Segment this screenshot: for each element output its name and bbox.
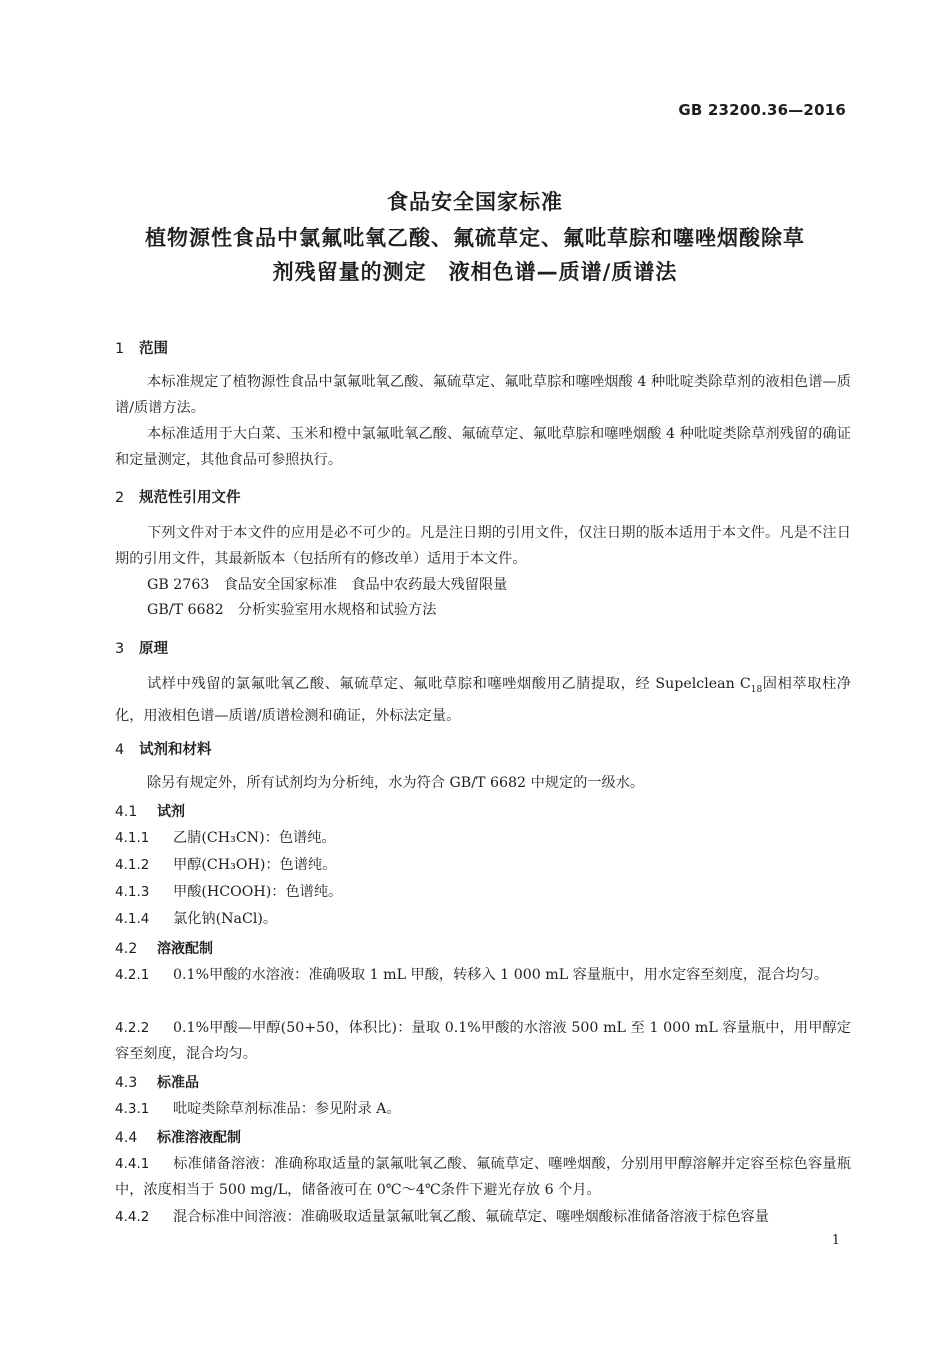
clause-number: 4.1.1: [115, 830, 150, 846]
section-number: 2: [115, 490, 125, 506]
reference-item: GB 2763 食品安全国家标准 食品中农药最大残留限量: [147, 577, 508, 593]
title-line-2: 植物源性食品中氯氟吡氧乙酸、氟硫草定、氟吡草腙和噻唑烟酸除草: [145, 226, 805, 250]
clause-text: 氯化钠(NaCl)。: [173, 911, 278, 927]
subscript: 18: [750, 684, 763, 695]
subsection-heading: [115, 938, 213, 958]
clause-text: 甲酸(HCOOH)：色谱纯。: [173, 884, 343, 900]
subsection-title: 试剂: [157, 804, 185, 820]
clause-item: [115, 906, 851, 932]
subsection-title: 标准溶液配制: [157, 1130, 241, 1146]
clause-number: 4.1.2: [115, 857, 150, 873]
clause-item: [115, 879, 851, 905]
clause-number: 4.4.1: [115, 1156, 150, 1172]
title-line-3: 剂残留量的测定 液相色谱—质谱/质谱法: [272, 260, 678, 284]
clause-item: [115, 1204, 851, 1230]
clause-item: [115, 1151, 851, 1203]
clause-item: [115, 825, 851, 851]
section-title: 原理: [139, 641, 168, 657]
paragraph: 本标准规定了植物源性食品中氯氟吡氧乙酸、氟硫草定、氟吡草腙和噻唑烟酸 4 种吡啶类除草剂的液相色谱—质谱/质谱方法。: [115, 374, 851, 416]
subsection-number: 4.3: [115, 1075, 138, 1091]
subsection-title: 标准品: [157, 1075, 199, 1091]
paragraph: [115, 671, 851, 729]
subsection-heading: [115, 1072, 199, 1092]
clause-text: 甲醇(CH₃OH)：色谱纯。: [173, 857, 337, 873]
section-number: 3: [115, 641, 125, 657]
clause-number: 4.2.2: [115, 1020, 150, 1036]
clause-item: [115, 1096, 851, 1122]
clause-number: 4.1.3: [115, 884, 150, 900]
title-line-1: 食品安全国家标准: [387, 190, 563, 214]
clause-number: 4.2.1: [115, 967, 150, 983]
clause-text: 吡啶类除草剂标准品：参见附录 A。: [173, 1101, 401, 1117]
subsection-number: 4.2: [115, 941, 138, 957]
clause-number: 4.4.2: [115, 1209, 150, 1225]
subsection-number: 4.1: [115, 804, 138, 820]
clause-text: 0.1%甲酸的水溶液：准确吸取 1 mL 甲酸，转移入 1 000 mL 容量瓶中，用水定容至刻度，混合均匀。: [173, 967, 829, 983]
subsection-title: 溶液配制: [157, 941, 213, 957]
subsection-number: 4.4: [115, 1130, 138, 1146]
clause-text: 混合标准中间溶液：准确吸取适量氯氟吡氧乙酸、氟硫草定、噻唑烟酸标准储备溶液于棕色容量: [173, 1209, 769, 1225]
clause-text: 标准储备溶液：准确称取适量的氯氟吡氧乙酸、氟硫草定、噻唑烟酸，分别用甲醇溶解并定容至棕色容量瓶中，浓度相当于 500 mg/L，储备液可在 0℃～4℃条件下避光存放 6 个月。: [115, 1156, 851, 1198]
paragraph: 除另有规定外，所有试剂均为分析纯，水为符合 GB/T 6682 中规定的一级水。: [147, 775, 645, 791]
section-title: 范围: [139, 341, 168, 357]
section-heading-scope: [115, 337, 168, 358]
clause-number: 4.1.4: [115, 911, 150, 927]
section-number: 1: [115, 341, 125, 357]
text-run: 试样中残留的氯氟吡氧乙酸、氟硫草定、氟吡草腙和噻唑烟酸用乙腈提取，经 Supelclean C: [147, 676, 751, 692]
section-heading-normative-references: [115, 486, 241, 507]
subsection-heading: [115, 1127, 241, 1147]
section-heading-principle: [115, 637, 168, 658]
subsection-heading: [115, 801, 185, 821]
clause-number: 4.3.1: [115, 1101, 150, 1117]
standard-number: GB 23200.36—2016: [678, 101, 846, 119]
clause-item: [115, 852, 851, 878]
section-title: 试剂和材料: [139, 742, 212, 758]
section-heading-reagents: [115, 738, 212, 759]
reference-item: GB/T 6682 分析实验室用水规格和试验方法: [147, 602, 437, 618]
page-number: 1: [831, 1233, 840, 1248]
clause-item: [115, 962, 851, 988]
section-number: 4: [115, 742, 125, 758]
text-run: 固相萃取柱净化，用液相色谱—质谱/质谱检测和确证，外标法定量。: [115, 676, 851, 724]
clause-text: 0.1%甲酸—甲醇(50+50，体积比)：量取 0.1%甲酸的水溶液 500 mL 至 1 000 mL 容量瓶中，用甲醇定容至刻度，混合均匀。: [115, 1020, 851, 1062]
paragraph: 本标准适用于大白菜、玉米和橙中氯氟吡氧乙酸、氟硫草定、氟吡草腙和噻唑烟酸 4 种吡啶类除草剂残留的确证和定量测定，其他食品可参照执行。: [115, 426, 851, 468]
paragraph: 下列文件对于本文件的应用是必不可少的。凡是注日期的引用文件，仅注日期的版本适用于本文件。凡是不注日期的引用文件，其最新版本（包括所有的修改单）适用于本文件。: [115, 525, 851, 567]
section-title: 规范性引用文件: [139, 490, 241, 506]
clause-item: [115, 1015, 851, 1067]
clause-text: 乙腈(CH₃CN)：色谱纯。: [173, 830, 336, 846]
